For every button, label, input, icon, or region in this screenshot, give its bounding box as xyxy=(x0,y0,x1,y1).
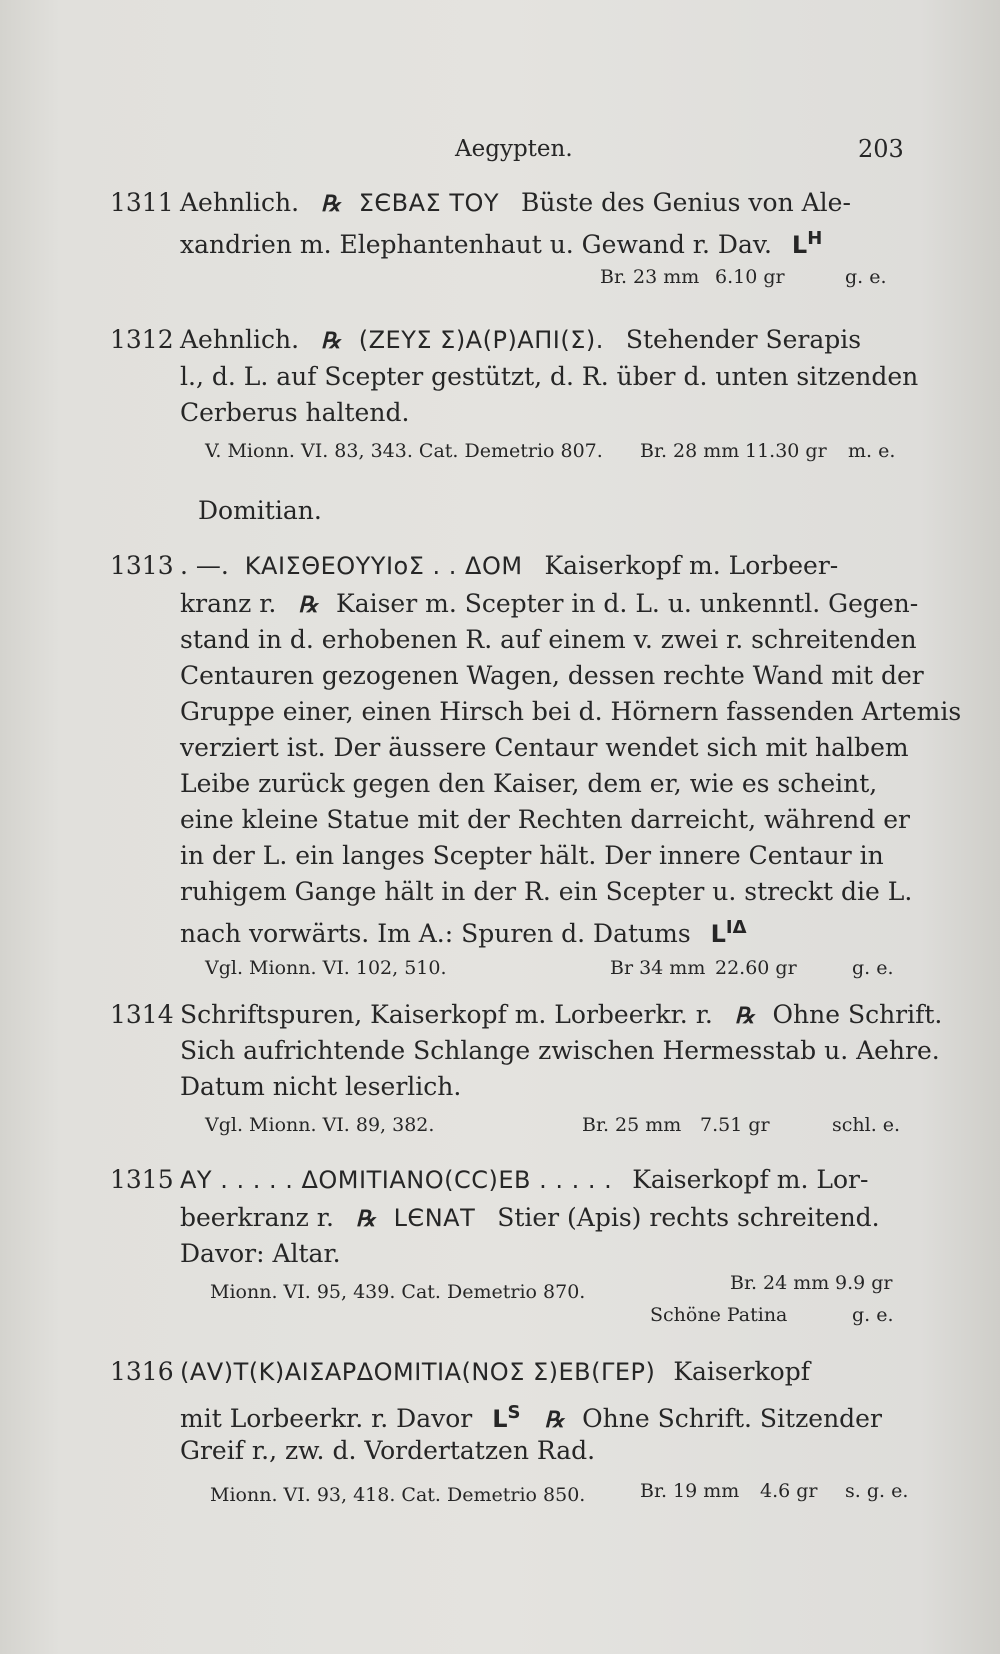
coin-reference: Mionn. VI. 95, 439. Cat. Demetrio 870. xyxy=(210,1281,586,1303)
coin-weight: 22.60 gr xyxy=(715,957,797,979)
entry-line: Centauren gezogenen Wagen, dessen rechte Wand mit der xyxy=(180,661,924,690)
coin-reference: Vgl. Mionn. VI. 102, 510. xyxy=(205,957,447,979)
entry-number: 1311 xyxy=(110,188,174,217)
reverse-symbol: ℞ xyxy=(544,1407,565,1433)
entry-line: eine kleine Statue mit der Rechten darreicht, während er xyxy=(180,805,910,834)
entry-number: 1315 xyxy=(110,1165,174,1194)
coin-grade: s. g. e. xyxy=(845,1480,909,1502)
coin-grade: m. e. xyxy=(848,440,896,462)
entry-line: ΑΥ . . . . . ΔΟΜΙΤΙΑΝΟ(CC)ΕΒ . . . . . Kaiserkopf m. Lor- xyxy=(180,1165,869,1194)
entry-line: Gruppe einer, einen Hirsch bei d. Hörnern fassenden Artemis xyxy=(180,697,962,726)
entry-line: l., d. L. auf Scepter gestützt, d. R. über d. unten sitzenden xyxy=(180,362,919,391)
entry-line: xandrien m. Elephantenhaut u. Gewand r. Dav. $L^H$ xyxy=(180,228,823,259)
entry-line: in der L. ein langes Scepter hält. Der innere Centaur in xyxy=(180,841,884,870)
coin-grade: g. e. xyxy=(845,266,887,288)
reverse-symbol: ℞ xyxy=(321,191,341,217)
coin-size: Br. 19 mm xyxy=(640,1480,740,1502)
entry-line: Datum nicht leserlich. xyxy=(180,1072,462,1101)
coin-reference: Vgl. Mionn. VI. 89, 382. xyxy=(205,1114,435,1136)
section-heading: Domitian. xyxy=(198,496,322,525)
reverse-symbol: ℞ xyxy=(734,1003,755,1029)
running-head: Aegypten. xyxy=(455,136,573,162)
entry-number: 1313 xyxy=(110,551,174,580)
entry-line: Greif r., zw. d. Vordertatzen Rad. xyxy=(180,1436,596,1465)
coin-size: Br. 25 mm xyxy=(582,1114,682,1136)
coin-grade: g. e. xyxy=(852,957,894,979)
greek-legend: (ΖΕΥΣ Σ)Α(Ρ)ΑΠΙ(Σ). xyxy=(358,326,604,354)
entry-line: (ΑV)Τ(Κ)ΑΙΣΑΡΔΟΜΙΤΙΑ(ΝΟΣ Σ)ΕΒ(ΓΕΡ) Kaiserkopf xyxy=(180,1357,810,1386)
entry-line: Leibe zurück gegen den Kaiser, dem er, wie es scheint, xyxy=(180,769,878,798)
coin-size: Br. 23 mm xyxy=(600,266,700,288)
entry-number: 1316 xyxy=(110,1357,174,1386)
entry-line: Aehnlich. ℞ (ΖΕΥΣ Σ)Α(Ρ)ΑΠΙ(Σ). Stehender Serapis xyxy=(180,325,862,354)
coin-weight: 9.9 gr xyxy=(835,1272,893,1294)
entry-line: nach vorwärts. Im A.: Spuren d. Datums $L^{I\Delta}$ xyxy=(180,917,747,948)
reverse-symbol: ℞ xyxy=(321,328,341,354)
coin-weight: 4.6 gr xyxy=(760,1480,818,1502)
entry-line: mit Lorbeerkr. r. Davor $L^S$ ℞ Ohne Schrift. Sitzender xyxy=(180,1402,882,1433)
coin-size: Br. 24 mm xyxy=(730,1272,830,1294)
coin-reference: Mionn. VI. 93, 418. Cat. Demetrio 850. xyxy=(210,1484,586,1506)
date-mark: $L^S$ xyxy=(492,1402,521,1433)
entry-line: ruhigem Gange hält in der R. ein Scepter u. streckt die L. xyxy=(180,877,913,906)
coin-weight: 6.10 gr xyxy=(715,266,785,288)
entry-line: Davor: Altar. xyxy=(180,1239,341,1268)
greek-legend: ΚΑΙΣΘΕΟΥΥΙοΣ . . ΔΟΜ xyxy=(244,552,523,580)
entry-line: kranz r. ℞ Kaiser m. Scepter in d. L. u. unkenntl. Gegen- xyxy=(180,589,919,618)
entry-line: beerkranz r. ℞ LЄΝΑΤ Stier (Apis) rechts schreitend. xyxy=(180,1203,880,1232)
entry-line: Cerberus haltend. xyxy=(180,398,410,427)
entry-line: Aehnlich. ℞ ΣЄΒΑΣ ΤΟΥ Büste des Genius von Ale- xyxy=(180,188,851,217)
date-mark: $L^H$ xyxy=(791,228,823,259)
coin-reference: V. Mionn. VI. 83, 343. Cat. Demetrio 807. xyxy=(205,440,603,462)
entry-line: verziert ist. Der äussere Centaur wendet sich mit halbem xyxy=(180,733,909,762)
coin-weight: 11.30 gr xyxy=(745,440,827,462)
coin-note: Schöne Patina xyxy=(650,1304,788,1326)
greek-legend: ΑΥ . . . . . ΔΟΜΙΤΙΑΝΟ(CC)ΕΒ . . . . . xyxy=(180,1166,613,1194)
reverse-symbol: ℞ xyxy=(298,592,319,618)
page-number: 203 xyxy=(858,135,904,163)
entry-number: 1314 xyxy=(110,1000,174,1029)
coin-size: Br 34 mm xyxy=(610,957,706,979)
reverse-symbol: ℞ xyxy=(355,1206,376,1232)
entry-line: stand in d. erhobenen R. auf einem v. zwei r. schreitenden xyxy=(180,625,917,654)
coin-grade: schl. e. xyxy=(832,1114,901,1136)
coin-grade: g. e. xyxy=(852,1304,894,1326)
entry-line: Sich aufrichtende Schlange zwischen Hermesstab u. Aehre. xyxy=(180,1036,940,1065)
entry-line: Schriftspuren, Kaiserkopf m. Lorbeerkr. r. ℞ Ohne Schrift. xyxy=(180,1000,943,1029)
greek-legend: LЄΝΑΤ xyxy=(393,1204,476,1232)
greek-legend: ΣЄΒΑΣ ΤΟΥ xyxy=(358,189,500,217)
coin-size: Br. 28 mm xyxy=(640,440,740,462)
date-mark: $L^{I\Delta}$ xyxy=(710,917,747,948)
entry-number: 1312 xyxy=(110,325,174,354)
coin-weight: 7.51 gr xyxy=(700,1114,770,1136)
greek-legend: (ΑV)Τ(Κ)ΑΙΣΑΡΔΟΜΙΤΙΑ(ΝΟΣ Σ)ΕΒ(ΓΕΡ) xyxy=(180,1358,656,1386)
entry-line: . —. ΚΑΙΣΘΕΟΥΥΙοΣ . . ΔΟΜ Kaiserkopf m. Lorbeer- xyxy=(180,551,839,580)
